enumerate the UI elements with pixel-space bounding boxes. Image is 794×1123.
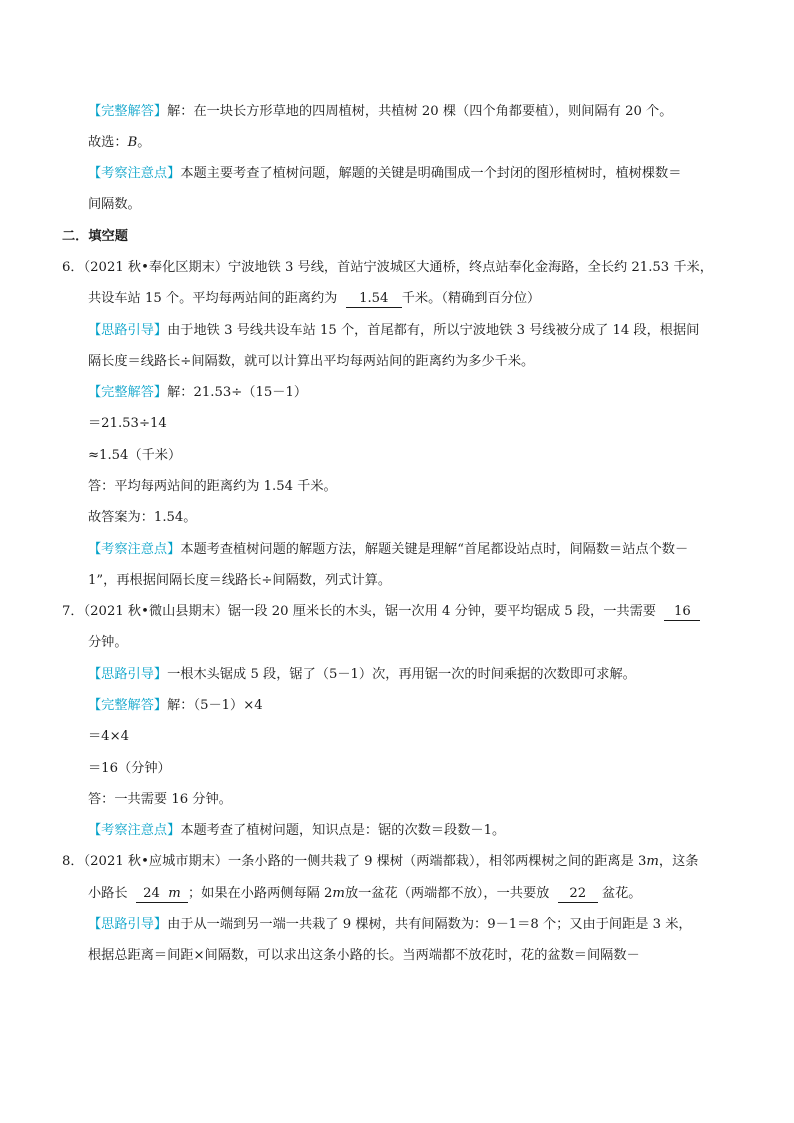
q7-stem-cont: 分钟。 (88, 635, 128, 650)
note-label: 【考察注意点】 (88, 542, 181, 557)
unit: m (168, 886, 181, 901)
q5-note-cont: 间隔数。 (88, 197, 141, 212)
note-text: 本题考查植树问题的解题方法，解题关键是理解“首尾都设站点时，间隔数＝站点个数－ (180, 542, 689, 557)
hint-label: 【思路引导】 (88, 667, 168, 682)
choice-text: 故选： (88, 135, 128, 150)
hint-label: 【思路引导】 (88, 917, 168, 932)
q7-hint (88, 666, 636, 684)
q8-hint (88, 916, 692, 934)
answer-text: 解：（5－1）×4 (167, 698, 263, 713)
answer-blank: 22 (558, 886, 598, 903)
q6-final: 故答案为：1.54。 (88, 510, 197, 525)
stem-text: 千米。（精确到百分位） (401, 291, 541, 306)
q7-calc-2: ＝16（分钟） (88, 761, 171, 776)
choice-end: 。 (137, 135, 151, 150)
q8-hint-cont: 根据总距离＝间距×间隔数，可以求出这条小路的长。当两端都不放花时，花的盆数＝间隔数－ (88, 948, 640, 963)
hint-text: 由于从一端到另一端一共栽了 9 棵树，共有间隔数为：9－1＝8 个；又由于间距是 3 米， (167, 917, 692, 932)
answer-blank: 1.54 (346, 291, 402, 308)
stem-text: 8．（2021 秋•应城市期末）一条小路的一侧共栽了 9 棵树（两端都栽），相邻两棵树之间的距离是 3 (62, 854, 647, 869)
q8-stem-cont (88, 885, 642, 903)
q6-hint (88, 322, 699, 340)
answer-blank: 16 (664, 604, 700, 621)
q6-stem: 6．（2021 秋•奉化区期末）宁波地铁 3 号线，首站宁波城区大通桥，终点站奉化金海路，全长约 21.53 千米， (62, 260, 713, 275)
q5-answer (88, 103, 672, 121)
hint-label: 【思路引导】 (88, 323, 168, 338)
stem-text: 盆花。 (601, 886, 642, 901)
q6-note-cont: 1”，再根据间隔长度＝线路长÷间隔数，列式计算。 (88, 573, 392, 588)
q7-reply: 答：一共需要 16 分钟。 (88, 792, 232, 807)
q5-choice (88, 134, 150, 152)
q6-calc-2: ≈1.54（千米） (88, 448, 182, 463)
unit: m (332, 886, 345, 901)
q7-note (88, 822, 505, 840)
answer-text: 解：在一块长方形草地的四周植树，共植树 20 棵（四个角都要植），则间隔有 20 个。 (167, 104, 673, 119)
answer-label: 【完整解答】 (88, 385, 168, 400)
answer-text: 解：21.53÷（15－1） (167, 385, 308, 400)
note-label: 【考察注意点】 (88, 166, 181, 181)
stem-text: ，这条 (658, 854, 699, 869)
q6-calc-1: ＝21.53÷14 (88, 416, 167, 431)
note-text: 本题主要考查了植树问题，解题的关键是明确围成一个封闭的图形植树时，植树棵数＝ (180, 166, 682, 181)
stem-text: ；如果在小路两侧每隔 2 (187, 886, 333, 901)
choice-letter: B (127, 135, 138, 150)
q7-answer (88, 697, 263, 715)
answer-label: 【完整解答】 (88, 104, 168, 119)
answer-blank (136, 886, 188, 903)
hint-text: 一根木头锯成 5 段，锯了（5－1）次，再用锯一次的时间乘据的次数即可求解。 (167, 667, 636, 682)
q5-note (88, 165, 681, 183)
note-label: 【考察注意点】 (88, 823, 181, 838)
q6-stem-cont (88, 290, 540, 308)
answer-label: 【完整解答】 (88, 698, 168, 713)
unit: m (646, 854, 659, 869)
q7-calc-1: ＝4×4 (88, 729, 130, 744)
q7-stem (62, 603, 700, 621)
note-text: 本题考查了植树问题，知识点是：锯的次数＝段数－1。 (180, 823, 506, 838)
stem-text: 7．（2021 秋•微山县期末）锯一段 20 厘米长的木头，锯一次用 4 分钟，要平均锯成 5 段，一共需要 (62, 604, 656, 619)
stem-text: 共设车站 15 个。平均每两站间的距离约为 (88, 291, 338, 306)
hint-text: 由于地铁 3 号线共设车站 15 个，首尾都有，所以宁波地铁 3 号线被分成了 14 段，根据间 (167, 323, 700, 338)
section-heading: 二．填空题 (62, 229, 128, 244)
stem-text: 放一盆花（两端都不放），一共要放 (344, 886, 550, 901)
q6-hint-cont: 隔长度＝线路长÷间隔数，就可以计算出平均每两站间的距离约为多少千米。 (88, 354, 535, 369)
q6-note (88, 541, 688, 559)
blank-value: 24 (143, 886, 160, 901)
q6-reply: 答：平均每两站间的距离约为 1.54 千米。 (88, 479, 337, 494)
q8-stem (62, 853, 698, 871)
q6-answer (88, 384, 307, 402)
stem-text: 小路长 (88, 886, 128, 901)
